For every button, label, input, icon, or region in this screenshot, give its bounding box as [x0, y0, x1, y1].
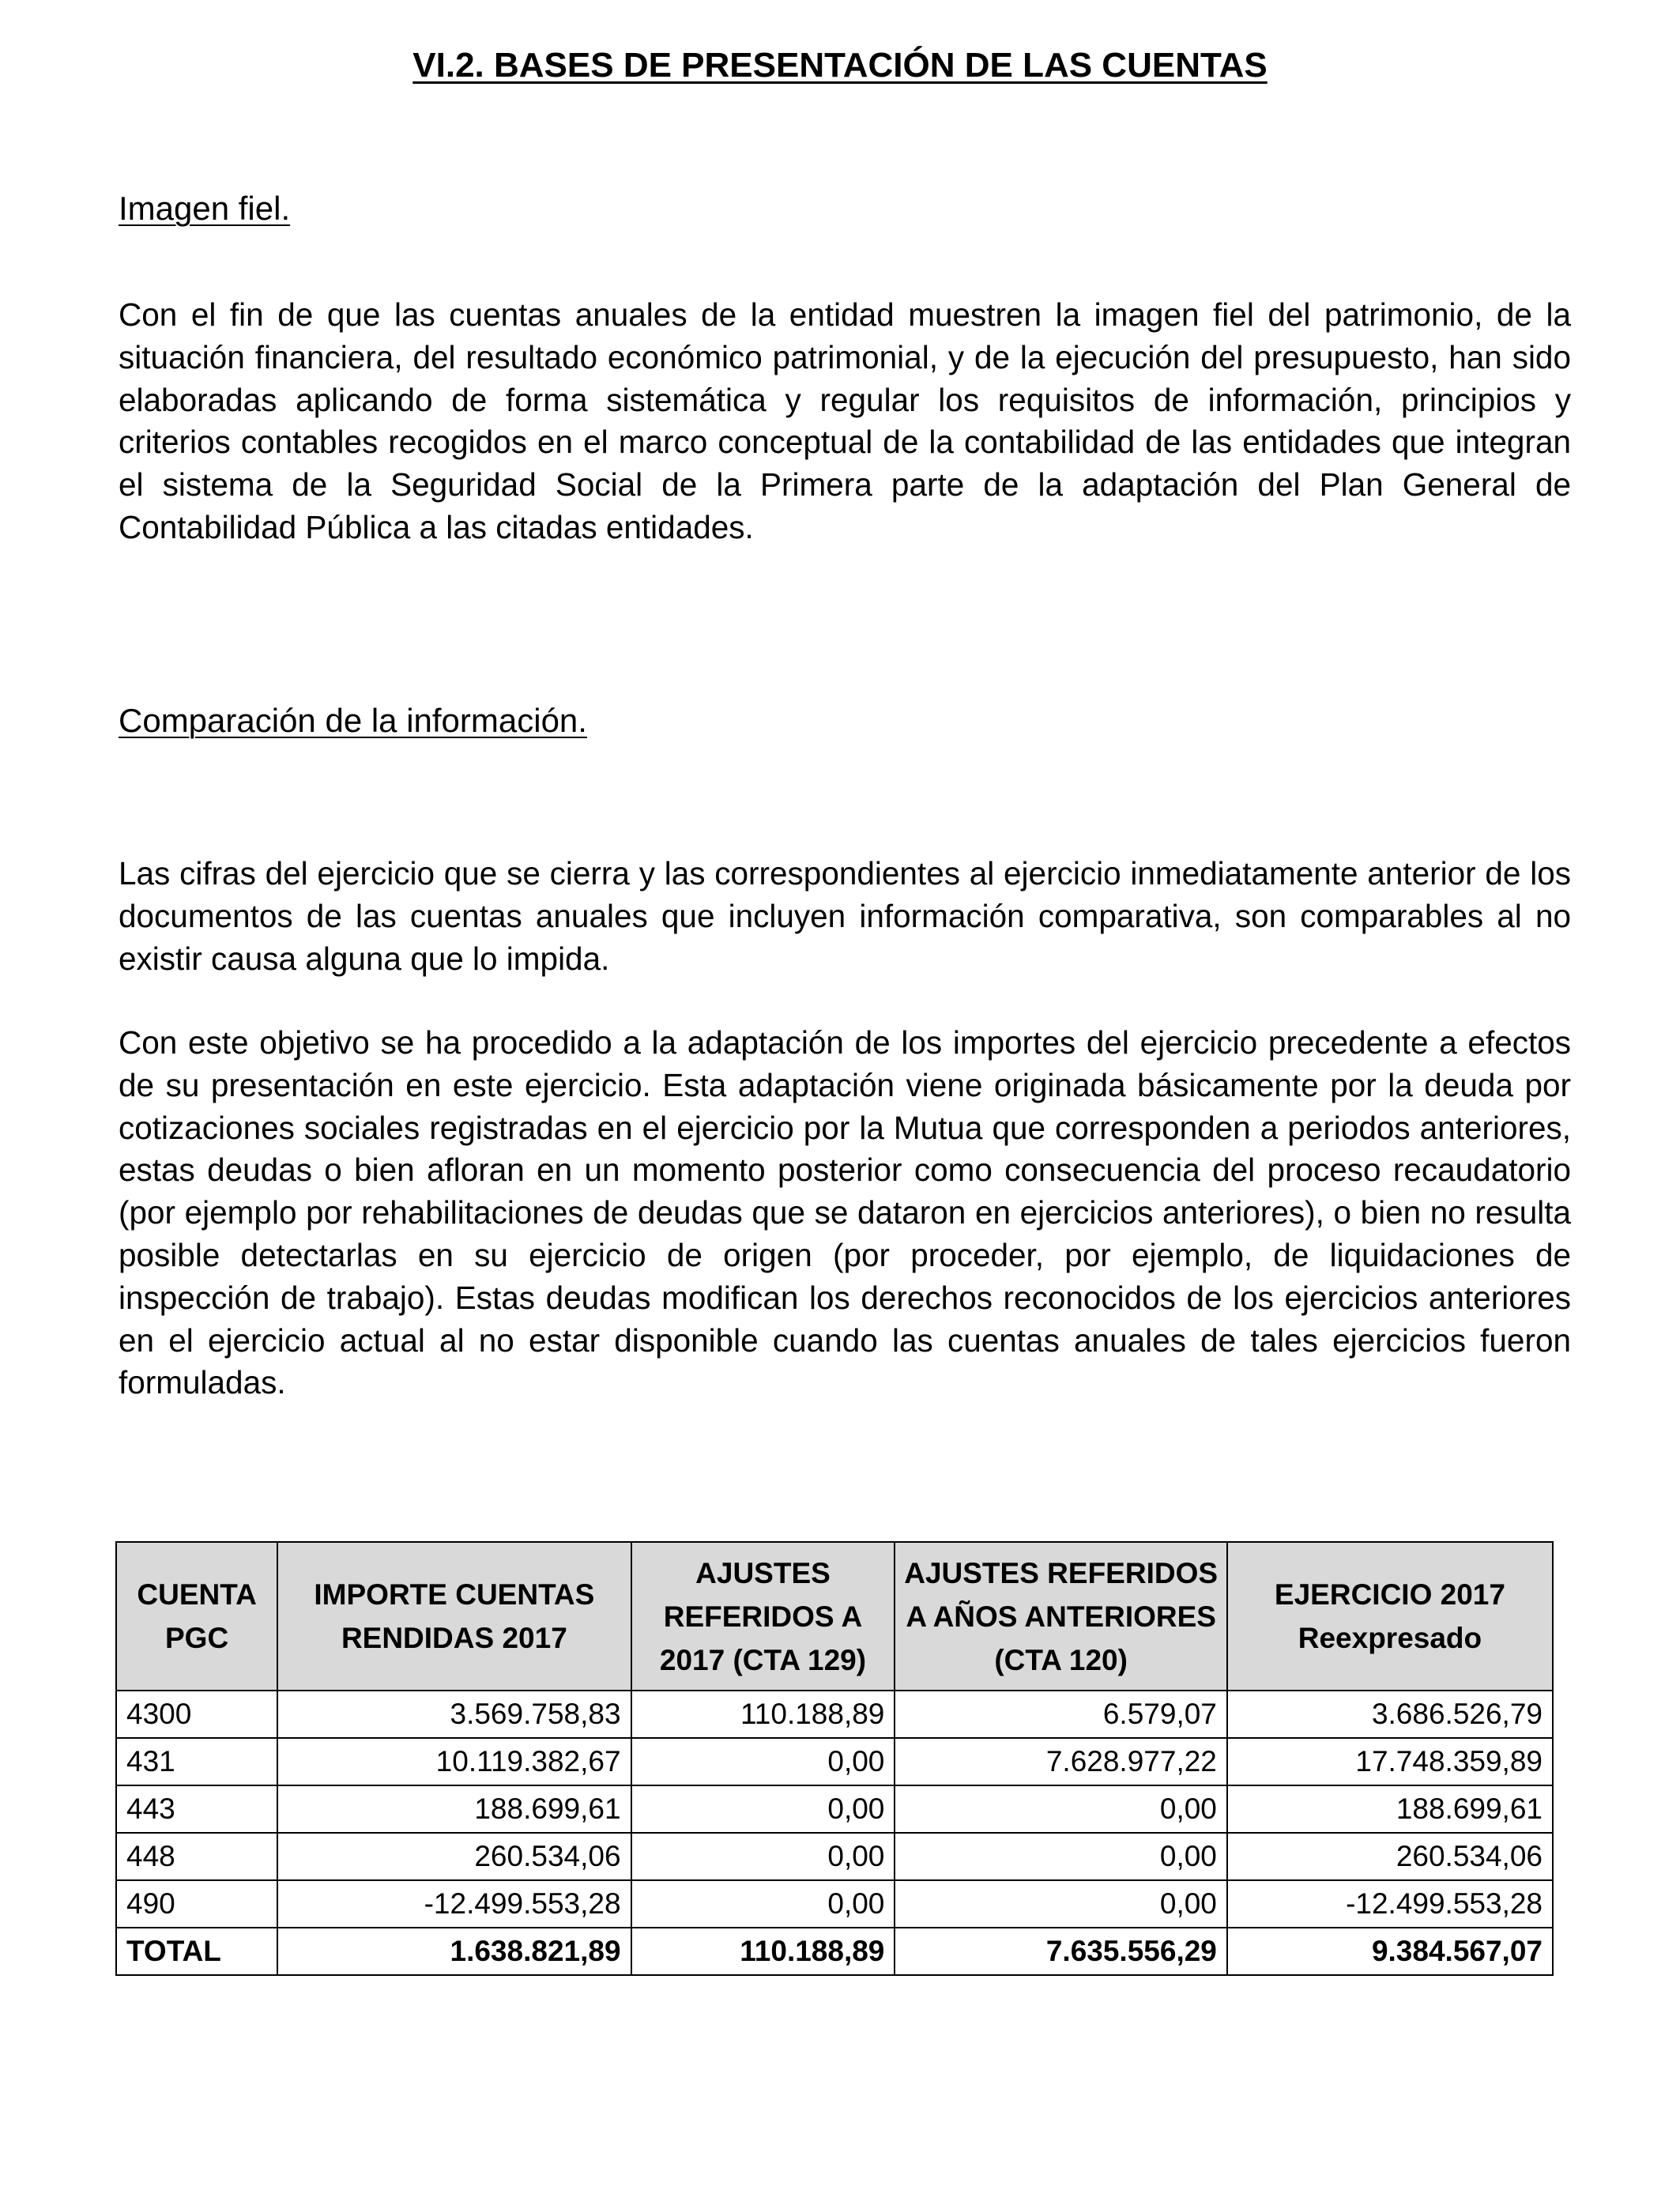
cell-importe: 188.699,61 — [277, 1785, 631, 1833]
header-importe-cuentas: IMPORTE CUENTAS RENDIDAS 2017 — [277, 1542, 631, 1691]
cell-total-ajuste-2017: 110.188,89 — [631, 1928, 895, 1975]
paragraph-comparacion-1: Las cifras del ejercicio que se cierra y las correspondientes al ejercicio inmediatamente anterior de los documentos de las cuentas anuales que incluyen información comparativa, son comparables al no existir causa alguna que lo impida. — [119, 855, 1571, 977]
cell-importe: -12.499.553,28 — [277, 1880, 631, 1928]
cell-ajuste-2017: 110.188,89 — [631, 1691, 895, 1738]
header-ejercicio-reexpresado: EJERCICIO 2017 Reexpresado — [1227, 1542, 1553, 1691]
cell-cuenta: 443 — [116, 1785, 277, 1833]
cell-ajuste-anteriores: 0,00 — [895, 1833, 1227, 1880]
paragraph-comparacion-2: Con este objetivo se ha procedido a la adaptación de los importes del ejercicio precedente a efectos de su presentación en este ejercicio. Esta adaptación viene originada básicamente por la deuda por cotizaciones sociales registradas en el ejercicio por la Mutua que corresponden a periodos anteriores, estas deudas o bien afloran en un momento posterior como consecuencia del proceso recaudatorio (por ejemplo por rehabilitaciones de deudas que se dataron en ejercicios anteriores), o bien no resulta posible detectarlas en su ejercicio de origen (por proceder, por ejemplo, de liquidaciones de inspección de trabajo). Estas deudas modifican los derechos reconocidos de los ejercicios anteriores en el ejercicio actual al no estar disponible cuando las cuentas anuales de tales ejercicios fueron formuladas. — [119, 1024, 1571, 1401]
cell-cuenta: 431 — [116, 1738, 277, 1785]
cell-total-reexpresado: 9.384.567,07 — [1227, 1928, 1553, 1975]
header-ajustes-anteriores: AJUSTES REFERIDOS A AÑOS ANTERIORES (CTA 120) — [895, 1542, 1227, 1691]
header-cuenta-pgc: CUENTA PGC — [116, 1542, 277, 1691]
cell-importe: 10.119.382,67 — [277, 1738, 631, 1785]
cell-ajuste-anteriores: 7.628.977,22 — [895, 1738, 1227, 1785]
cell-ajuste-anteriores: 0,00 — [895, 1880, 1227, 1928]
cell-ajuste-2017: 0,00 — [631, 1833, 895, 1880]
cell-reexpresado: -12.499.553,28 — [1227, 1880, 1553, 1928]
cell-total-ajuste-anteriores: 7.635.556,29 — [895, 1928, 1227, 1975]
section-heading-imagen-fiel: Imagen fiel. — [119, 190, 291, 227]
cell-ajuste-2017: 0,00 — [631, 1785, 895, 1833]
cell-ajuste-2017: 0,00 — [631, 1880, 895, 1928]
cell-reexpresado: 260.534,06 — [1227, 1833, 1553, 1880]
cell-importe: 260.534,06 — [277, 1833, 631, 1880]
table-row — [116, 1833, 1553, 1880]
cell-cuenta: 448 — [116, 1833, 277, 1880]
cell-ajuste-2017: 0,00 — [631, 1738, 895, 1785]
cell-reexpresado: 3.686.526,79 — [1227, 1691, 1553, 1738]
table-total-row — [116, 1928, 1553, 1975]
header-ajustes-2017: AJUSTES REFERIDOS A 2017 (CTA 129) — [631, 1542, 895, 1691]
table-row — [116, 1880, 1553, 1928]
cell-importe: 3.569.758,83 — [277, 1691, 631, 1738]
cell-reexpresado: 188.699,61 — [1227, 1785, 1553, 1833]
cell-ajuste-anteriores: 0,00 — [895, 1785, 1227, 1833]
table-row — [116, 1785, 1553, 1833]
section-heading-comparacion: Comparación de la información. — [119, 702, 587, 739]
cell-reexpresado: 17.748.359,89 — [1227, 1738, 1553, 1785]
paragraph-imagen-fiel: Con el fin de que las cuentas anuales de la entidad muestren la imagen fiel del patrimonio, de la situación financiera, del resultado económico patrimonial, y de la ejecución del presupuesto, han sido elaboradas aplicando de forma sistemática y regular los requisitos de información, principios y criterios contables recogidos en el marco conceptual de la contabilidad de las entidades que integran el sistema de la Seguridad Social de la Primera parte de la adaptación del Plan General de Contabilidad Pública a las citadas entidades. — [119, 296, 1571, 545]
page-title: VI.2. BASES DE PRESENTACIÓN DE LAS CUENTAS — [412, 46, 1268, 85]
table-row — [116, 1691, 1553, 1738]
cell-total-label: TOTAL — [116, 1928, 277, 1975]
table-header-row — [116, 1542, 1553, 1691]
cell-cuenta: 4300 — [116, 1691, 277, 1738]
cell-cuenta: 490 — [116, 1880, 277, 1928]
adjustments-table — [115, 1541, 1554, 1976]
cell-total-importe: 1.638.821,89 — [277, 1928, 631, 1975]
cell-ajuste-anteriores: 6.579,07 — [895, 1691, 1227, 1738]
table-row — [116, 1738, 1553, 1785]
